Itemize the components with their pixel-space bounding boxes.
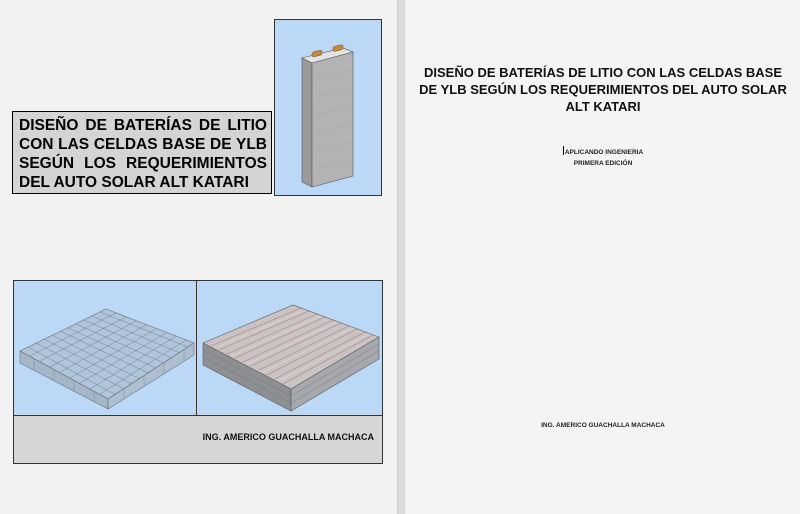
left-page [0,0,398,514]
title-page-heading: DISEÑO DE BATERÍAS DE LITIO CON LAS CELDAS BASE DE YLB SEGÚN LOS REQUERIMIENTOS DEL AUTO SOLAR ALT KATARI [419,65,787,114]
cover-author: ING. AMERICO GUACHALLA MACHACA [202,432,374,442]
battery-pack-solid-image [196,280,383,416]
title-page-subtitle: APLICANDO INGENIERIA [564,149,644,156]
title-page-author: ING. AMERICO GUACHALLA MACHACA [541,422,665,429]
cover-title: DISEÑO DE BATERÍAS DE LITIO CON LAS CELDAS BASE DE YLB SEGÚN LOS REQUERIMIENTOS DEL AUTO SOLAR ALT KATARI [19,117,267,191]
cover-title-box [12,111,272,194]
battery-pack-wireframe-image [13,280,197,416]
right-page [404,0,800,514]
title-page-edition: PRIMERA EDICIÓN [573,160,633,167]
cover-author-box [13,415,383,464]
title-page-subtitle-line[interactable] [405,146,800,156]
text-cursor [563,146,564,155]
battery-cell-image [274,19,382,196]
